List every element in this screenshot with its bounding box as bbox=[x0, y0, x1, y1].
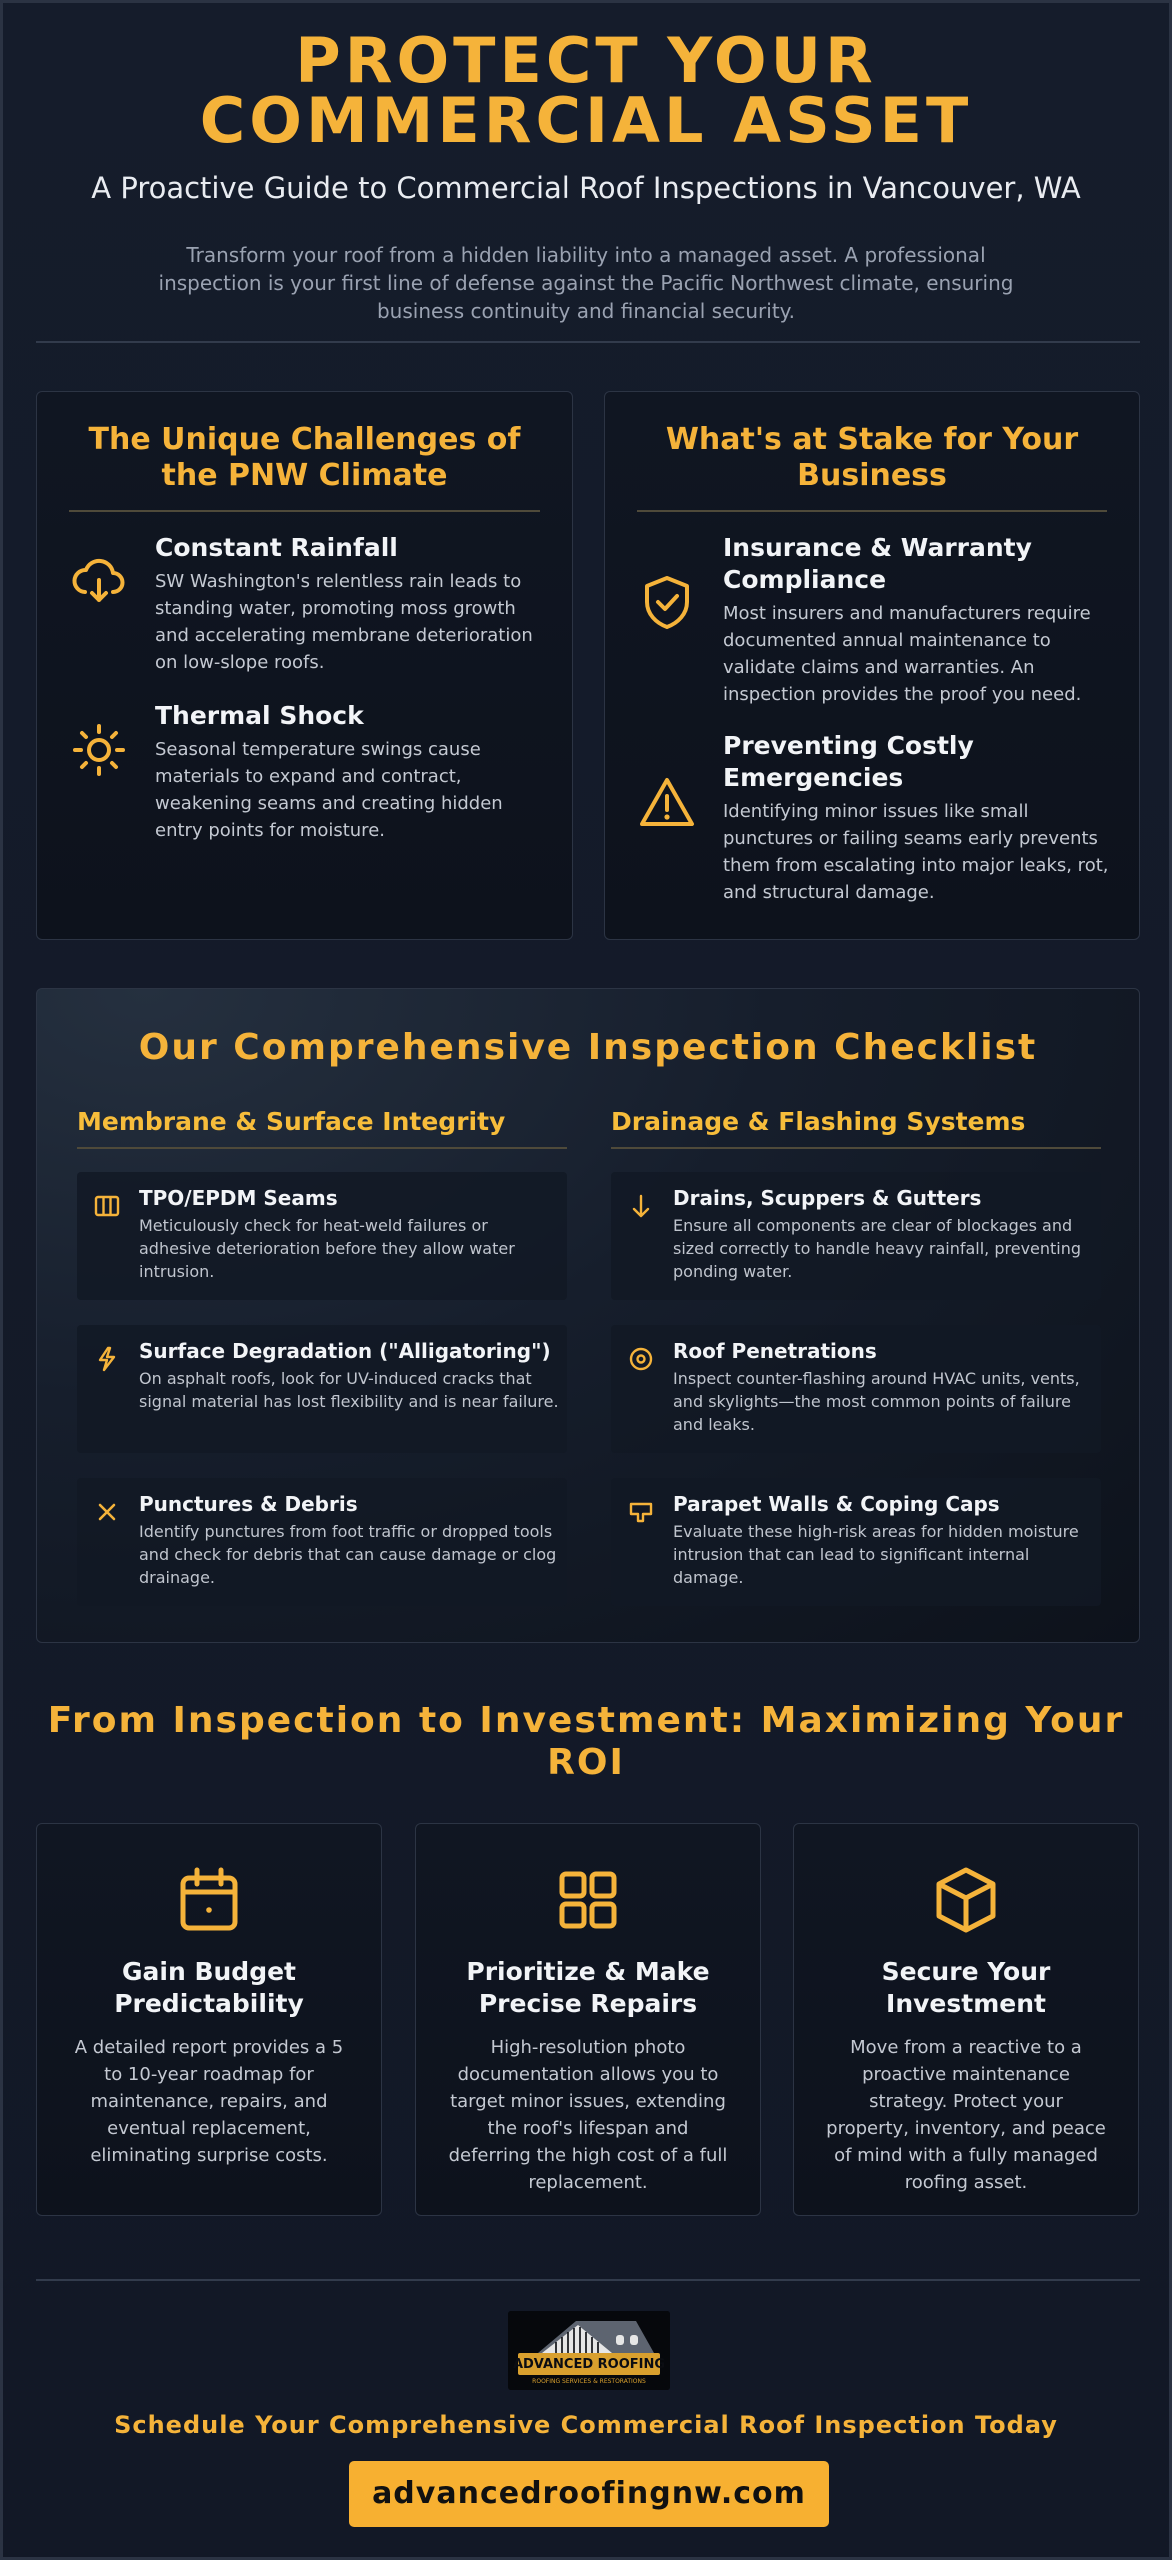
stake-title: Preventing Costly Emergencies bbox=[723, 731, 974, 792]
checklist-item bbox=[77, 1478, 567, 1606]
checklist-panel bbox=[36, 988, 1140, 1643]
roi-card bbox=[36, 1823, 382, 2216]
checklist-title: Our Comprehensive Inspection Checklist bbox=[138, 1027, 1038, 1068]
challenge-text: SW Washington's relentless rain leads to standing water, promoting moss growth and accelerating membrane deterioration on low-slope roofs. bbox=[155, 571, 533, 673]
website-button[interactable]: advancedroofingnw.com bbox=[349, 2461, 829, 2527]
checklist-item bbox=[77, 1172, 567, 1300]
wall-icon bbox=[627, 1498, 655, 1526]
checklist-item bbox=[611, 1172, 1101, 1300]
challenge-item bbox=[69, 532, 539, 682]
challenges-title: The Unique Challenges of the PNW Climate bbox=[88, 422, 521, 493]
logo-name: ADVANCED ROOFING bbox=[512, 2357, 666, 2372]
challenges-panel bbox=[36, 391, 573, 940]
checklist-item bbox=[611, 1478, 1101, 1606]
intro-text: Transform your roof from a hidden liability into a managed asset. A professional inspection is your first line of defense against the Pacific Northwest climate, ensuring business continuity and financial security. bbox=[158, 243, 1014, 323]
stake-text: Most insurers and manufacturers require documented annual maintenance to validate claims and warranties. An inspection provides the proof you need. bbox=[723, 603, 1091, 705]
divider bbox=[36, 2279, 1140, 2281]
page-title: PROTECT YOUR COMMERCIAL ASSET bbox=[199, 24, 973, 157]
checklist-item-title: Drains, Scuppers & Gutters bbox=[673, 1186, 982, 1210]
column-rule bbox=[611, 1147, 1101, 1149]
cloud-download-icon bbox=[69, 552, 129, 612]
roi-card-text: High-resolution photo documentation allows you to target minor issues, extending the roof's lifespan and deferring the high cost of a full replacement. bbox=[448, 2037, 728, 2193]
checklist-item bbox=[77, 1325, 567, 1453]
checklist-item-title: TPO/EPDM Seams bbox=[139, 1186, 338, 1210]
checklist-item-title: Surface Degradation ("Alligatoring") bbox=[139, 1339, 551, 1363]
lightning-icon bbox=[93, 1345, 121, 1373]
columns-icon bbox=[93, 1192, 121, 1220]
panel-rule bbox=[637, 510, 1107, 512]
calendar-icon bbox=[173, 1864, 245, 1936]
checklist-item-title: Parapet Walls & Coping Caps bbox=[673, 1492, 1000, 1516]
cta-text: Schedule Your Comprehensive Commercial Roof Inspection Today bbox=[114, 2411, 1058, 2439]
checklist-item-text: On asphalt roofs, look for UV-induced cracks that signal material has lost flexibility and is near failure. bbox=[139, 1369, 559, 1411]
challenge-text: Seasonal temperature swings cause materials to expand and contract, weakening seams and creating hidden entry points for moisture. bbox=[155, 739, 503, 841]
target-icon bbox=[627, 1345, 655, 1373]
checklist-item-text: Inspect counter-flashing around HVAC units, vents, and skylights—the most common points of failure and leaks. bbox=[673, 1369, 1080, 1434]
stakes-title: What's at Stake for Your Business bbox=[665, 422, 1079, 493]
checklist-column-title: Drainage & Flashing Systems bbox=[611, 1107, 1026, 1136]
roi-card-title: Secure Your Investment bbox=[881, 1957, 1051, 2018]
roi-card bbox=[415, 1823, 761, 2216]
roi-title: From Inspection to Investment: Maximizing Your ROI bbox=[47, 1700, 1125, 1783]
checklist-column-title: Membrane & Surface Integrity bbox=[77, 1107, 506, 1136]
shield-check-icon bbox=[637, 572, 697, 632]
checklist-item-text: Identify punctures from foot traffic or dropped tools and check for debris that can cause damage or clog drainage. bbox=[139, 1522, 557, 1587]
stake-text: Identifying minor issues like small punctures or failing seams early prevents them from escalating into major leaks, rot, and structural damage. bbox=[723, 801, 1109, 903]
stakes-panel bbox=[604, 391, 1140, 940]
hero bbox=[3, 24, 1169, 325]
checklist-item-text: Meticulously check for heat-weld failures or adhesive deterioration before they allow water intrusion. bbox=[139, 1216, 515, 1281]
roi-card-text: Move from a reactive to a proactive maintenance strategy. Protect your property, inventory, and peace of mind with a fully managed roofing asset. bbox=[826, 2037, 1106, 2193]
grid-icon bbox=[552, 1864, 624, 1936]
challenge-title: Thermal Shock bbox=[155, 701, 364, 730]
company-logo bbox=[508, 2311, 670, 2390]
checklist-item bbox=[611, 1325, 1101, 1453]
challenge-item bbox=[69, 700, 539, 850]
stake-item bbox=[637, 730, 1107, 910]
checklist-item-text: Evaluate these high-risk areas for hidden moisture intrusion that can lead to significant internal damage. bbox=[673, 1522, 1079, 1587]
panel-rule bbox=[69, 510, 540, 512]
stake-title: Insurance & Warranty Compliance bbox=[723, 533, 1032, 594]
checklist-item-title: Roof Penetrations bbox=[673, 1339, 877, 1363]
roi-card-text: A detailed report provides a 5 to 10-year roadmap for maintenance, repairs, and eventual replacement, eliminating surprise costs. bbox=[74, 2037, 344, 2166]
arrow-down-icon bbox=[627, 1192, 655, 1220]
roi-card-title: Gain Budget Predictability bbox=[114, 1957, 304, 2018]
x-icon bbox=[93, 1498, 121, 1526]
sun-icon bbox=[69, 720, 129, 780]
logo-tagline: ROOFING SERVICES & RESTORATIONS bbox=[532, 2378, 646, 2385]
stake-item bbox=[637, 532, 1107, 712]
roi-card bbox=[793, 1823, 1139, 2216]
column-rule bbox=[77, 1147, 567, 1149]
challenge-title: Constant Rainfall bbox=[155, 533, 398, 562]
page-subtitle: A Proactive Guide to Commercial Roof Inspections in Vancouver, WA bbox=[91, 171, 1081, 205]
checklist-item-text: Ensure all components are clear of blockages and sized correctly to handle heavy rainfall, preventing ponding water. bbox=[673, 1216, 1082, 1281]
checklist-item-title: Punctures & Debris bbox=[139, 1492, 358, 1516]
logo-graphic bbox=[508, 2311, 670, 2390]
divider bbox=[36, 341, 1140, 343]
warning-icon bbox=[637, 772, 697, 832]
box-icon bbox=[930, 1864, 1002, 1936]
roi-card-title: Prioritize & Make Precise Repairs bbox=[466, 1957, 710, 2018]
